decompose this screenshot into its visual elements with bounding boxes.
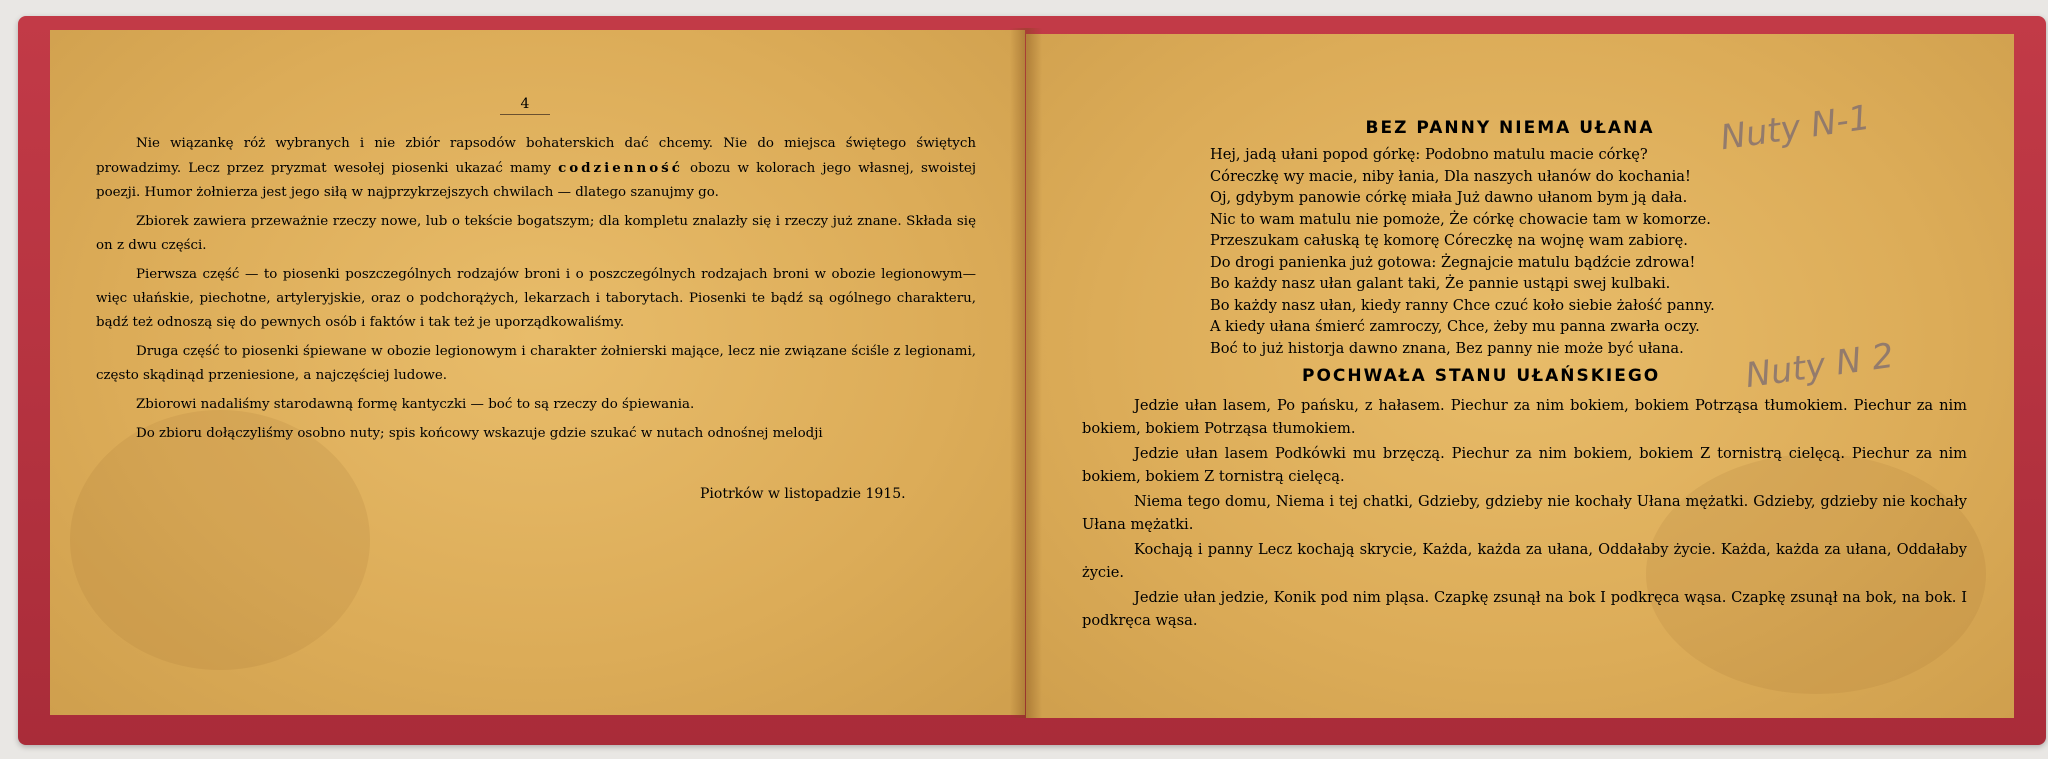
verse-line: Bo każdy nasz ułan, kiedy ranny Chce czuć koło siebie żałość panny. — [1210, 296, 1715, 314]
verse-line: Córeczkę wy macie, niby łania, Dla naszych ułanów do kochania! — [1210, 167, 1691, 185]
intro-paragraph — [96, 132, 976, 205]
paragraph-text: obozu w kolorach jego własnej, swoistej poezji. Humor żołnierza jest jego siłą w najprzykrzejszych chwilach — dlatego szanujmy go. — [96, 161, 976, 200]
handwritten-note: Nuty N 2 — [1742, 335, 1897, 397]
verse-line: Oj, gdybym panowie córkę miała Już dawno ułanom bym ją dała. — [1210, 189, 1688, 206]
song-title: BEZ PANNY NIEMA UŁANA — [1365, 118, 1655, 138]
introduction-text — [96, 132, 976, 451]
place-date-signature: Piotrków w listopadzie 1915. — [700, 486, 906, 502]
intro-paragraph: Do zbioru dołączyliśmy osobno nuty; spis końcowy wskazuje gdzie szukać w nutach odnośnej melodji — [136, 426, 823, 441]
handwritten-note: Nuty N-1 — [1717, 97, 1873, 159]
stanza: Jedzie ułan lasem Podkówki mu brzęczą. Piechur za nim bokiem, bokiem Z tornistrą cielęcą. Piechur za nim bokiem, bokiem Z tornistrą cielęcą. — [1082, 445, 1967, 485]
emphasized-word: codzienność — [558, 160, 683, 176]
song-pochwala — [1082, 366, 1967, 634]
stanza: Jedzie ułan lasem, Po pańsku, z hałasem. Piechur za nim bokiem, bokiem Potrząsa tłumokiem. Piechur za nim bokiem, bokiem Potrząsa tłumokiem. — [1082, 397, 1967, 437]
verse-line: A kiedy ułana śmierć zamroczy, Chce, żeby mu panna zwarła oczy. — [1210, 318, 1700, 335]
verse-line: Hej, jadą ułani popod górkę: Podobno matulu macie córkę? — [1210, 146, 1648, 163]
intro-paragraph: Zbiorowi nadaliśmy starodawną formę kantyczki — boć to są rzeczy do śpiewania. — [136, 397, 695, 412]
page-number: 4 — [520, 96, 530, 112]
page-number-rule — [500, 114, 550, 115]
song-bez-panny — [1210, 118, 1770, 359]
verse-line: Do drogi panienka już gotowa: Żegnajcie matulu bądźcie zdrowa! — [1210, 253, 1696, 271]
intro-paragraph: Zbiorek zawiera przeważnie rzeczy nowe, lub o tekście bogatszym; dla kompletu znalazły się i rzeczy już znane. Składa się on z dwu części. — [96, 214, 976, 253]
paragraph-text: Nie wiązankę róż wybranych i nie zbiór rapsodów bohaterskich dać chcemy. Nie do miejsca świętego świętych prowadzimy. Lecz przez pryzmat wesołej piosenki ukazać mamy — [96, 136, 976, 176]
stanza: Jedzie ułan jedzie, Konik pod nim pląsa. Czapkę zsunął na bok I podkręca wąsa. Czapkę zsunął na bok, na bok. I podkręca wąsa. — [1082, 589, 1967, 629]
song-title: POCHWAŁA STANU UŁAŃSKIEGO — [1302, 366, 1661, 386]
stanza: Kochają i panny Lecz kochają skrycie, Każda, każda za ułana, Oddałaby życie. Każda, każda za ułana, Oddałaby życie. — [1082, 541, 1967, 581]
verse-line: Boć to już historja dawno znana, Bez panny nie może być ułana. — [1210, 339, 1684, 357]
stanza: Niema tego domu, Niema i tej chatki, Gdzieby, gdzieby nie kochały Ułana mężatki. Gdzieby, gdzieby nie kochały Ułana mężatki. — [1082, 493, 1967, 533]
verse-line: Bo każdy nasz ułan galant taki, Że pannie ustąpi swej kulbaki. — [1210, 275, 1671, 292]
book-spine — [1010, 28, 1042, 718]
verse-line: Przeszukam całuską tę komorę Córeczkę na wojnę wam zabiorę. — [1210, 232, 1688, 249]
intro-paragraph: Pierwsza część — to piosenki poszczególnych rodzajów broni i o poszczególnych rodzajach broni w obozie legionowym— więc ułańskie, piechotne, artyleryjskie, oraz o podchorążych, lekarzach i taborytach. Piosenki te bądź są ogólnego charakteru, bądź też odnoszą się do pewnych osób i faktów i tak też je uporządkowaliśmy. — [96, 267, 976, 330]
verse-line: Nic to wam matulu nie pomoże, Że córkę chowacie tam w komorze. — [1210, 210, 1711, 228]
intro-paragraph: Druga część to piosenki śpiewane w obozie legionowym i charakter żołnierski mające, lecz nie związane ściśle z legionami, często skądinąd przeniesione, a najczęściej ludowe. — [96, 344, 976, 383]
